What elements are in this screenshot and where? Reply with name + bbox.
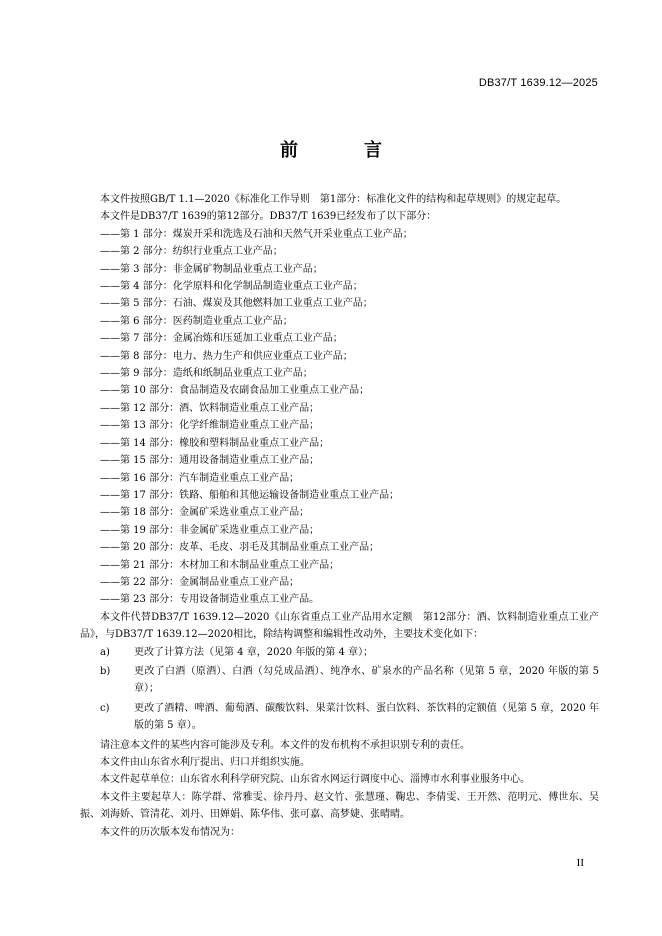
- change-item-text: 更改了白酒（原酒）、白酒（勾兑成品酒）、纯净水、矿泉水的产品名称（见第 5 章，2020 年版的第 5 章）；: [134, 665, 599, 695]
- list-item: ——第 18 部分：金属矿采选业重点工业产品；: [100, 507, 310, 519]
- change-item-mark: b): [100, 665, 111, 677]
- list-item: ——第 9 部分：造纸和纸制品业重点工业产品；: [100, 368, 313, 380]
- technical-changes-list: [80, 644, 599, 735]
- published-parts-list: [80, 226, 599, 609]
- list-item: ——第 8 部分：电力、热力生产和供应业重点工业产品；: [100, 350, 353, 362]
- list-item: ——第 19 部分：非金属矿采选业重点工业产品；: [100, 524, 320, 536]
- paragraph-part-statement: 本文件是DB37/T 1639的第12部分。DB37/T 1639已经发布了以下部分：: [100, 211, 437, 223]
- paragraph-patent-notice: 请注意本文件的某些内容可能涉及专利。本文件的发布机构不承担识别专利的责任。: [100, 739, 470, 751]
- list-item: ——第 22 部分：金属制品业重点工业产品；: [100, 576, 300, 588]
- paragraph-drafting-basis: 本文件按照GB/T 1.1—2020《标准化工作导则 第1部分：标准化文件的结构和起草规则》的规定起草。: [100, 194, 567, 205]
- list-item: ——第 2 部分：纺织行业重点工业产品；: [100, 246, 283, 258]
- list-item: ——第 13 部分：化学纤维制造业重点工业产品；: [100, 420, 320, 432]
- page-title: 前 言: [280, 140, 406, 161]
- paragraph-proposer: 本文件由山东省水利厅提出、归口并组织实施。: [100, 757, 310, 768]
- change-item: [80, 644, 599, 661]
- paragraph-version-history: 本文件的历次版本发布情况为：: [100, 826, 240, 838]
- change-item-mark: a): [100, 646, 110, 658]
- list-item: ——第 10 部分：食品制造及农副食品加工业重点工业产品；: [100, 385, 370, 397]
- paragraph-drafters: 本文件主要起草人：陈学群、常雅雯、徐丹丹、赵文竹、张慧瑾、鞠忠、李倩雯、王开然、范明元、傅世东、吴振、刘海娇、管清花、刘丹、田婵娟、陈华伟、张可嘉、高梦婕、张晴晴。: [80, 791, 599, 821]
- change-item-text: 更改了计算方法（见第 4 章，2020 年版的第 4 章）；: [134, 646, 374, 658]
- change-item-mark: c): [100, 702, 110, 714]
- list-item: ——第 7 部分：金属冶炼和压延加工业重点工业产品；: [100, 333, 343, 345]
- document-body: [80, 191, 599, 841]
- list-item: ——第 4 部分：化学原料和化学制品制造业重点工业产品；: [100, 281, 363, 293]
- list-item: ——第 12 部分：酒、饮料制造业重点工业产品；: [100, 402, 320, 414]
- list-item: ——第 16 部分：汽车制造业重点工业产品；: [100, 472, 300, 484]
- list-item: ——第 1 部分：煤炭开采和洗选及石油和天然气开采业重点工业产品；: [100, 228, 413, 240]
- list-item: ——第 17 部分：铁路、船舶和其他运输设备制造业重点工业产品；: [100, 489, 400, 501]
- list-item: ——第 15 部分：通用设备制造业重点工业产品；: [100, 455, 320, 467]
- change-item: [80, 663, 599, 698]
- paragraph-replacement: 本文件代替DB37/T 1639.12—2020《山东省重点工业产品用水定额 第12部分：酒、饮料制造业重点工业产品》，与DB37/T 1639.12—2020相比，除结构调整和编辑性改动外，主要技术变化如下：: [80, 611, 599, 641]
- list-item: ——第 21 部分：木材加工和木制品业重点工业产品；: [100, 559, 340, 571]
- list-item: ——第 14 部分：橡胶和塑料制品业重点工业产品；: [100, 437, 330, 449]
- change-item-text: 更改了酒精、啤酒、葡萄酒、碳酸饮料、果菜汁饮料、蛋白饮料、茶饮料的定额值（见第 5 章，2020 年版的第 5 章）。: [134, 702, 599, 732]
- paragraph-drafting-units: 本文件起草单位：山东省水利科学研究院、山东省水网运行调度中心、淄博市水利事业服务中心。: [100, 774, 530, 786]
- list-item: ——第 5 部分：石油、煤炭及其他燃料加工业重点工业产品；: [100, 298, 373, 310]
- list-item: ——第 20 部分：皮革、毛皮、羽毛及其制品业重点工业产品；: [100, 542, 380, 554]
- document-code: DB37/T 1639.12—2025: [478, 77, 598, 89]
- page-number: II: [576, 857, 584, 869]
- list-item: ——第 3 部分：非金属矿物制品业重点工业产品；: [100, 263, 323, 275]
- change-item: [80, 700, 599, 735]
- list-item: ——第 23 部分：专用设备制造业重点工业产品。: [100, 594, 320, 606]
- list-item: ——第 6 部分：医药制造业重点工业产品；: [100, 315, 293, 327]
